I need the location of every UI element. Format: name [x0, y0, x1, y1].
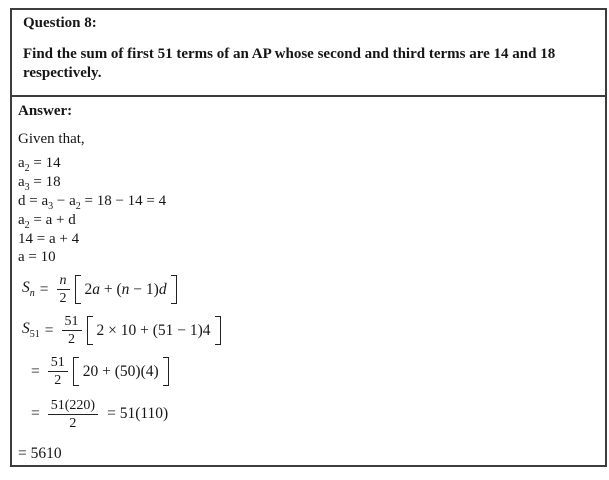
- answer-label: Answer:: [18, 103, 73, 119]
- question-section: [12, 10, 605, 95]
- formula-step-simplified: = $\frac{51}{2}$ 20 + (50)(4): [26, 355, 595, 388]
- math-block: [18, 273, 595, 464]
- left-bracket: [87, 316, 93, 345]
- final-result: = 5610: [18, 445, 62, 462]
- formula-step-product: = $\frac{51(220)}{2}$ = 51(110): [31, 397, 169, 431]
- document-frame: [10, 8, 607, 467]
- equation-line-14: 14 = a + 4: [18, 231, 80, 247]
- formula-sn-general: $S_n$ = $\frac{n}{2}$ 2a + (n − 1)d: [22, 273, 595, 306]
- fraction: $\frac{51}{2}$: [48, 355, 68, 388]
- right-bracket: [163, 357, 169, 386]
- given-intro: Given that,: [18, 131, 85, 147]
- left-bracket: [73, 357, 79, 386]
- equation-line-a3: $a_3 = 18$: [18, 174, 61, 193]
- given-equations: [18, 155, 595, 266]
- question-text: Find the sum of first 51 terms of an AP whose second and third terms are 14 and 18 respectively.: [23, 46, 556, 81]
- formula-s51-substituted: $S_{51}$ = $\frac{51}{2}$ 2 × 10 + (51 − 1)4: [22, 314, 595, 347]
- fraction: $\frac{51}{2}$: [62, 314, 82, 347]
- equation-line-a2: $a_2 = 14$: [18, 155, 61, 174]
- equation-line-a: a = 10: [18, 248, 56, 265]
- fraction: $\frac{51(220)}{2}$: [48, 398, 98, 431]
- equation-line-d: $d = a_3 - a_2 = 18 - 14 = 4$: [18, 193, 167, 212]
- equation-line-a2-expanded: $a_2 = a + d$: [18, 212, 76, 231]
- left-bracket: [75, 275, 81, 304]
- right-bracket: [171, 275, 177, 304]
- right-bracket: [215, 316, 221, 345]
- answer-section: [12, 95, 605, 464]
- fraction: $\frac{n}{2}$: [57, 273, 70, 306]
- question-label: Question 8:: [23, 15, 97, 31]
